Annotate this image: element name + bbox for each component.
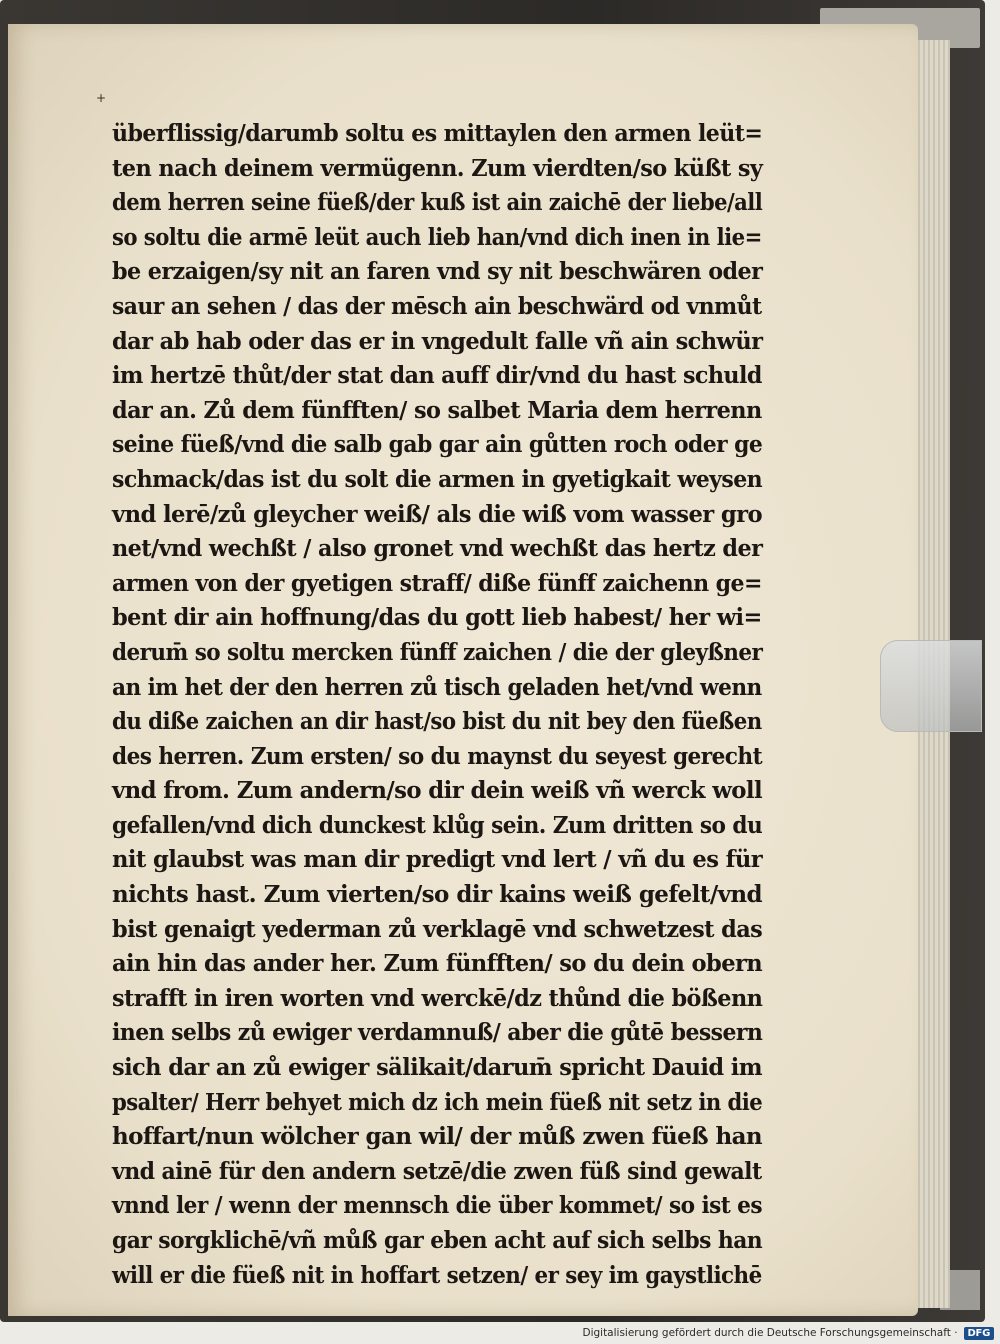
text-line: derum̄ so soltu mercken fünff zaichen / die der gleyßner bbox=[112, 638, 763, 666]
digitization-footer bbox=[582, 1322, 1000, 1344]
text-line: inen selbs zů ewiger verdamnuß/ aber die gůtē bessern bbox=[112, 1019, 763, 1047]
text-line: sich dar an zů ewiger sälikait/darum̄ spricht Dauid im bbox=[112, 1054, 762, 1082]
text-line: des herren. Zum ersten/ so du maynst du seyest gerecht bbox=[112, 742, 763, 770]
text-line: bent dir ain hoffnung/das du gott lieb habest/ her wi= bbox=[112, 604, 762, 632]
funding-credit: Digitalisierung gefördert durch die Deutsche Forschungsgemeinschaft · bbox=[582, 1327, 958, 1339]
text-line: du diße zaichen an dir hast/so bist du nit bey den füeßen bbox=[112, 708, 762, 736]
text-line: vnd from. Zum andern/so dir dein weiß vñ werck woll bbox=[112, 777, 763, 805]
text-line: schmack/das ist du solt die armen in gyetigkait weysen bbox=[112, 465, 763, 493]
text-line: hoffart/nun wölcher gan wil/ der můß zwen füeß han bbox=[112, 1123, 762, 1151]
text-line: bist genaigt yederman zů verklagē vnd schwetzest das bbox=[112, 915, 763, 943]
text-line: gefallen/vnd dich dunckest klůg sein. Zum dritten so du bbox=[112, 811, 763, 839]
text-line: armen von der gyetigen straff/ diße fünff zaichenn ge= bbox=[112, 569, 762, 597]
text-line: dar an. Zů dem fünfften/ so salbet Maria dem herrenn bbox=[112, 396, 762, 424]
text-line: an im het der den herren zů tisch geladen het/vnd wenn bbox=[112, 673, 762, 701]
dfg-logo: DFG bbox=[964, 1327, 994, 1340]
text-line: nichts hast. Zum vierten/so dir kains weiß gefelt/vnd bbox=[112, 881, 762, 909]
text-block bbox=[112, 117, 762, 1293]
margin-mark: + bbox=[96, 91, 107, 105]
text-line: will er die füeß nit in hoffart setzen/ er sey im gaystlichē bbox=[112, 1261, 762, 1289]
text-line: ain hin das ander her. Zum fünfften/ so du dein obern bbox=[112, 950, 763, 978]
text-line: dar ab hab oder das er in vngedult falle vñ ain schwür bbox=[112, 327, 763, 355]
text-line: nit glaubst was man dir predigt vnd lert / vñ du es für bbox=[112, 846, 763, 874]
page-clip bbox=[880, 640, 982, 732]
text-line: seine füeß/vnd die salb gab gar ain gůtten roch oder ge bbox=[112, 431, 763, 459]
text-line: überflissig/darumb soltu es mittaylen den armen leüt= bbox=[112, 120, 763, 147]
text-line: ten nach deinem vermügenn. Zum vierdten/so küßt sy bbox=[112, 154, 763, 182]
text-line: vnd ainē für den andern setzē/die zwen füß sind gewalt bbox=[112, 1157, 762, 1185]
text-line: so soltu die armē leüt auch lieb han/vnd dich inen in lie= bbox=[112, 223, 762, 251]
text-line: net/vnd wechßt / also gronet vnd wechßt das hertz der bbox=[112, 535, 763, 563]
text-line: be erzaigen/sy nit an faren vnd sy nit beschwären oder bbox=[112, 258, 763, 286]
text-line: dem herren seine füeß/der kuß ist ain zaichē der liebe/all bbox=[112, 189, 763, 217]
text-line: psalter/ Herr behyet mich dz ich mein füeß nit setz in die bbox=[112, 1088, 763, 1116]
text-line: saur an sehen / das der mēsch ain beschwärd od vnmůt bbox=[112, 292, 762, 320]
text-line: im hertzē thůt/der stat dan auff dir/vnd du hast schuld bbox=[112, 362, 762, 390]
text-line: gar sorgklichē/vñ můß gar eben acht auf sich selbs han bbox=[112, 1227, 763, 1254]
text-line: vnd lerē/zů gleycher weiß/ als die wiß vom wasser gro bbox=[112, 500, 763, 528]
text-line: vnnd ler / wenn der mennsch die über kommet/ so ist es bbox=[112, 1192, 763, 1220]
text-line: strafft in iren worten vnd werckē/dz thůnd die bößenn bbox=[112, 984, 763, 1012]
